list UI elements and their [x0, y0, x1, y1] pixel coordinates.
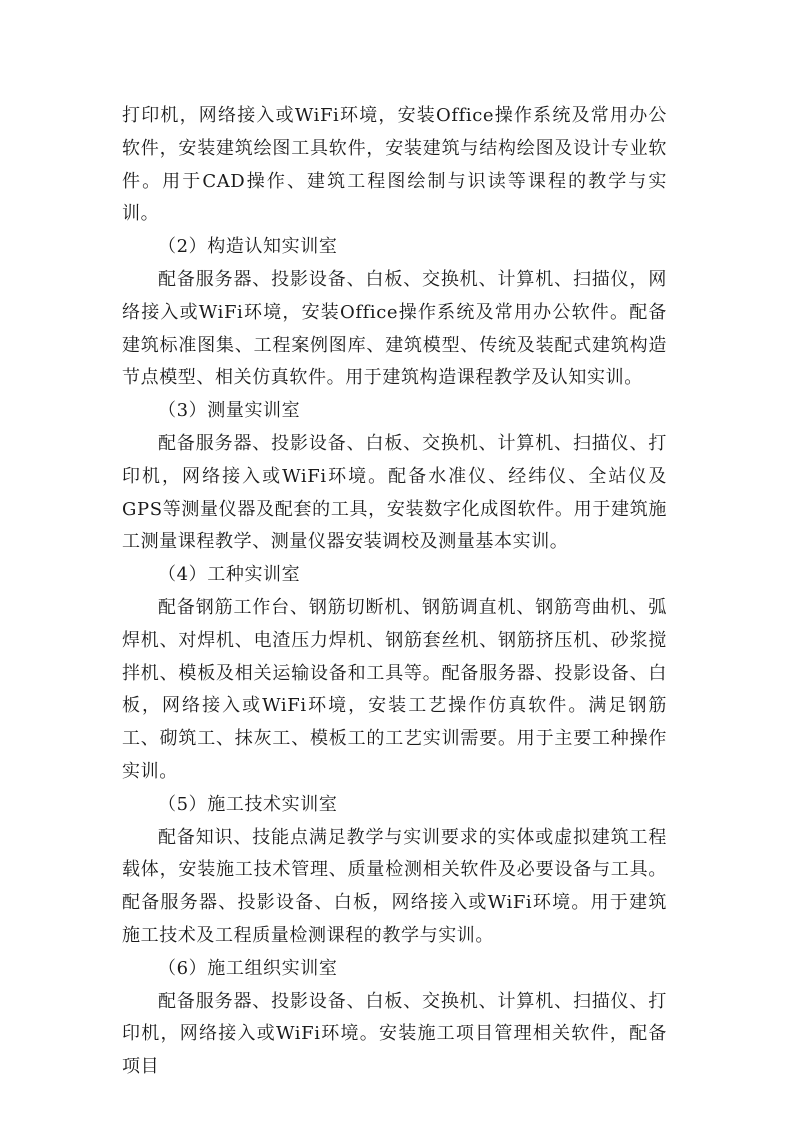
heading-construction-technology-lab: （5）施工技术实训室 [158, 793, 338, 815]
heading-trade-lab: （4）工种实训室 [158, 564, 301, 586]
heading-construction-cognition-lab: （2）构造认知实训室 [158, 236, 338, 258]
paragraph-design-lab-cont: 打印机，网络接入或WiFi环境，安装Office操作系统及常用办公软件，安装建筑绘图工具软件，安装建筑与结构绘图及设计专业软件。用于CAD操作、建筑工程图绘制与识读等课程的教学与实训。 [122, 105, 667, 225]
paragraph-construction-organization-lab: 配备服务器、投影设备、白板、交换机、计算机、扫描仪、打印机，网络接入或WiFi环境。安装施工项目管理相关软件，配备项目 [122, 990, 667, 1078]
paragraph-surveying-lab: 配备服务器、投影设备、白板、交换机、计算机、扫描仪、打印机，网络接入或WiFi环境。配备水准仪、经纬仪、全站仪及GPS等测量仪器及配套的工具，安装数字化成图软件。用于建筑施工测量课程教学、测量仪器安装调校及测量基本实训。 [122, 432, 667, 553]
heading-construction-organization-lab: （6）施工组织实训室 [158, 957, 338, 979]
document-body [122, 100, 667, 1084]
paragraph-trade-lab: 配备钢筋工作台、钢筋切断机、钢筋调直机、钢筋弯曲机、弧焊机、对焊机、电渣压力焊机、钢筋套丝机、钢筋挤压机、砂浆搅拌机、模板及相关运输设备和工具等。配备服务器、投影设备、白板，网络接入或WiFi环境，安装工艺操作仿真软件。满足钢筋工、砌筑工、抹灰工、模板工的工艺实训需要。用于主要工种操作实训。 [122, 596, 667, 782]
paragraph-construction-technology-lab: 配备知识、技能点满足教学与实训要求的实体或虚拟建筑工程载体，安装施工技术管理、质量检测相关软件及必要设备与工具。配备服务器、投影设备、白板，网络接入或WiFi环境。用于建筑施工技术及工程质量检测课程的教学与实训。 [122, 826, 667, 946]
heading-surveying-lab: （3）测量实训室 [158, 400, 301, 422]
paragraph-construction-cognition-lab: 配备服务器、投影设备、白板、交换机、计算机、扫描仪，网络接入或WiFi环境，安装Office操作系统及常用办公软件。配备建筑标准图集、工程案例图库、建筑模型、传统及装配式建筑构造节点模型、相关仿真软件。用于建筑构造课程教学及认知实训。 [122, 268, 667, 389]
